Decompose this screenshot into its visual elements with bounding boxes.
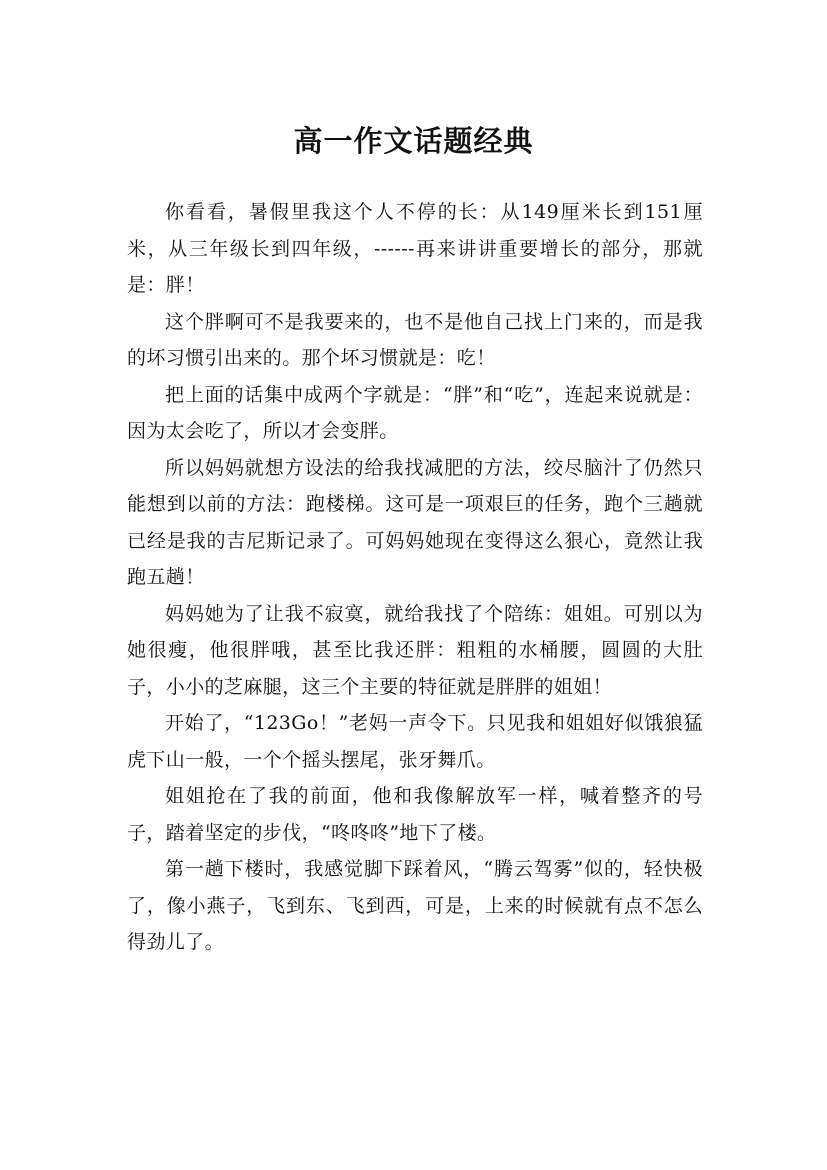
paragraph: 开始了，“123Go！”老妈一声令下。只见我和姐姐好似饿狼猛虎下山一般，一个个摇头摆尾，张牙舞爪。 (127, 712, 703, 771)
paragraph: 把上面的话集中成两个字就是：“胖”和“吃”，连起来说就是：因为太会吃了，所以才会变胖。 (127, 383, 703, 442)
paragraph: 妈妈她为了让我不寂寞，就给我找了个陪练：姐姐。可别以为她很瘦，他很胖哦，甚至比我还胖：粗粗的水桶腰，圆圆的大肚子，小小的芝麻腿，这三个主要的特征就是胖胖的姐姐！ (127, 602, 703, 698)
paragraph: 第一趟下楼时，我感觉脚下踩着风，“腾云驾雾”似的，轻快极了，像小燕子，飞到东、飞到西，可是，上来的时候就有点不怎么得劲儿了。 (127, 858, 703, 953)
paragraph: 姐姐抢在了我的前面，他和我像解放军一样，喊着整齐的号子，踏着坚定的步伐，“咚咚咚”地下了楼。 (127, 785, 703, 844)
document-body (127, 194, 703, 961)
document-title: 高一作文话题经典 (293, 124, 534, 159)
paragraph: 所以妈妈就想方设法的给我找减肥的方法，绞尽脑汁了仍然只能想到以前的方法：跑楼梯。这可是一项艰巨的任务，跑个三趟就已经是我的吉尼斯记录了。可妈妈她现在变得这么狠心，竟然让我跑五趟！ (127, 456, 703, 588)
paragraph: 你看看，暑假里我这个人不停的长：从149厘米长到151厘米，从三年级长到四年级，------再来讲讲重要增长的部分，那就是：胖！ (127, 201, 703, 296)
paragraph: 这个胖啊可不是我要来的，也不是他自己找上门来的，而是我的坏习惯引出来的。那个坏习惯就是：吃！ (127, 310, 703, 369)
